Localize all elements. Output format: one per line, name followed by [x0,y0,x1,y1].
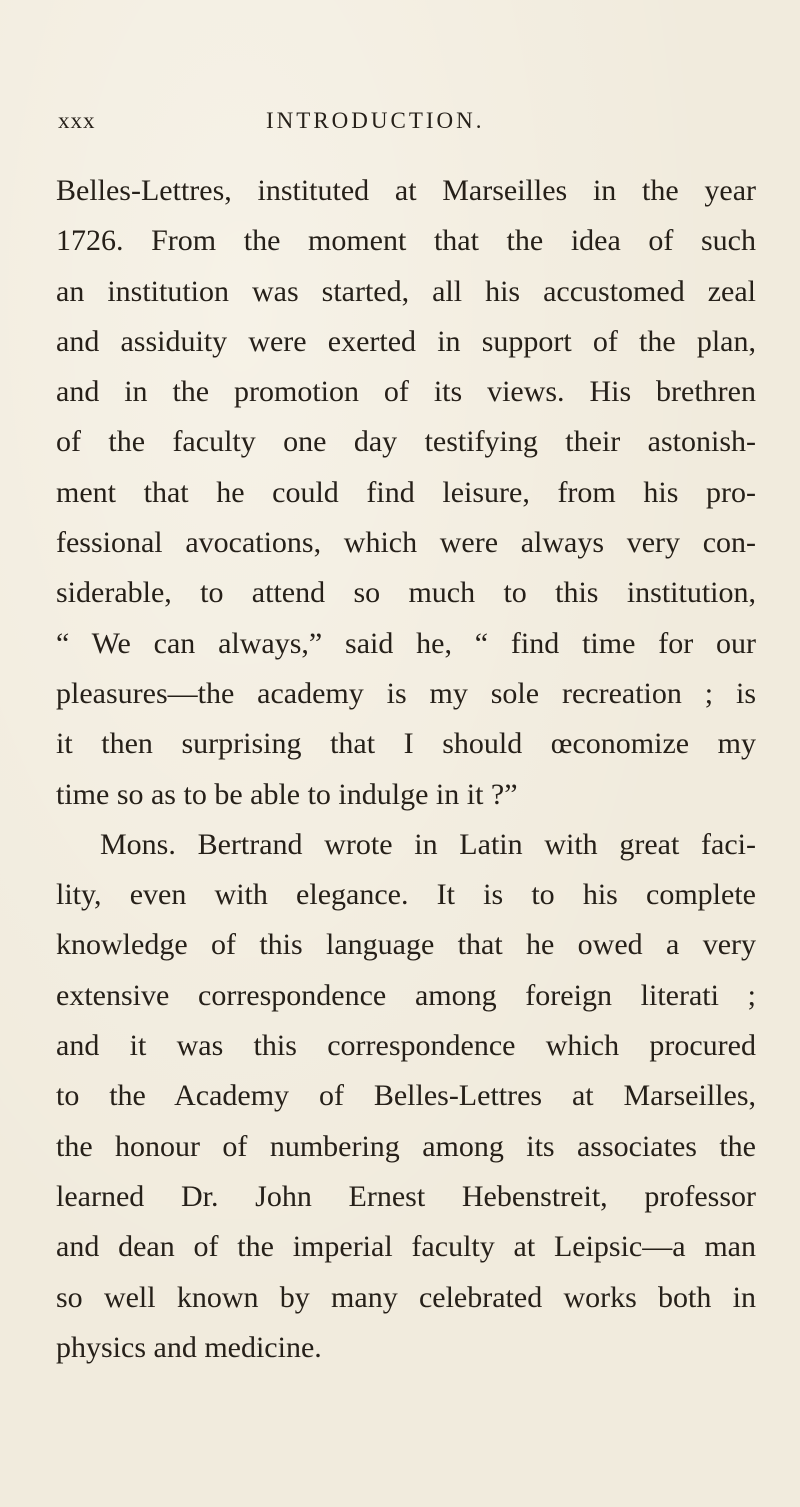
running-title: INTRODUCTION. [266,108,485,133]
text-line: physics and medicine. [56,1330,322,1364]
running-head [58,108,758,138]
text-line: lity, even with elegance. It is to his complete [56,878,756,912]
text-line: 1726. From the moment that the idea of such [56,224,756,258]
text-line: and in the promotion of its views. His brethren [56,375,756,409]
text-line: and dean of the imperial faculty at Leipsic—a man [56,1230,756,1264]
text-line: time so as to be able to indulge in it ?” [56,777,518,811]
body-text [56,166,756,1373]
text-line: an institution was started, all his accustomed zeal [56,274,756,308]
text-line: knowledge of this language that he owed a very [56,928,756,962]
text-line: ment that he could find leisure, from his pro- [56,475,756,509]
text-line: of the faculty one day testifying their astonish- [56,425,756,459]
text-line: the honour of numbering among its associates the [56,1129,756,1163]
text-line: extensive correspondence among foreign literati ; [56,978,756,1012]
text-line: fessional avocations, which were always very con- [56,526,756,560]
page-number: xxx [58,108,96,133]
text-line: pleasures—the academy is my sole recreation ; is [56,676,756,710]
text-line: “ We can always,” said he, “ find time for our [56,626,756,660]
text-line: Belles-Lettres, instituted at Marseilles in the year [56,174,756,207]
text-line: it then surprising that I should œconomize my [56,727,756,761]
text-line: siderable, to attend so much to this institution, [56,576,756,610]
text-line: so well known by many celebrated works both in [56,1280,756,1314]
text-line: learned Dr. John Ernest Hebenstreit, professor [56,1179,756,1213]
text-line: and it was this correspondence which procured [56,1029,756,1063]
paragraph-start-line: Mons. Bertrand wrote in Latin with great faci- [100,827,756,861]
text-line: to the Academy of Belles-Lettres at Marseilles, [56,1079,756,1113]
text-line: and assiduity were exerted in support of the plan, [56,324,756,358]
